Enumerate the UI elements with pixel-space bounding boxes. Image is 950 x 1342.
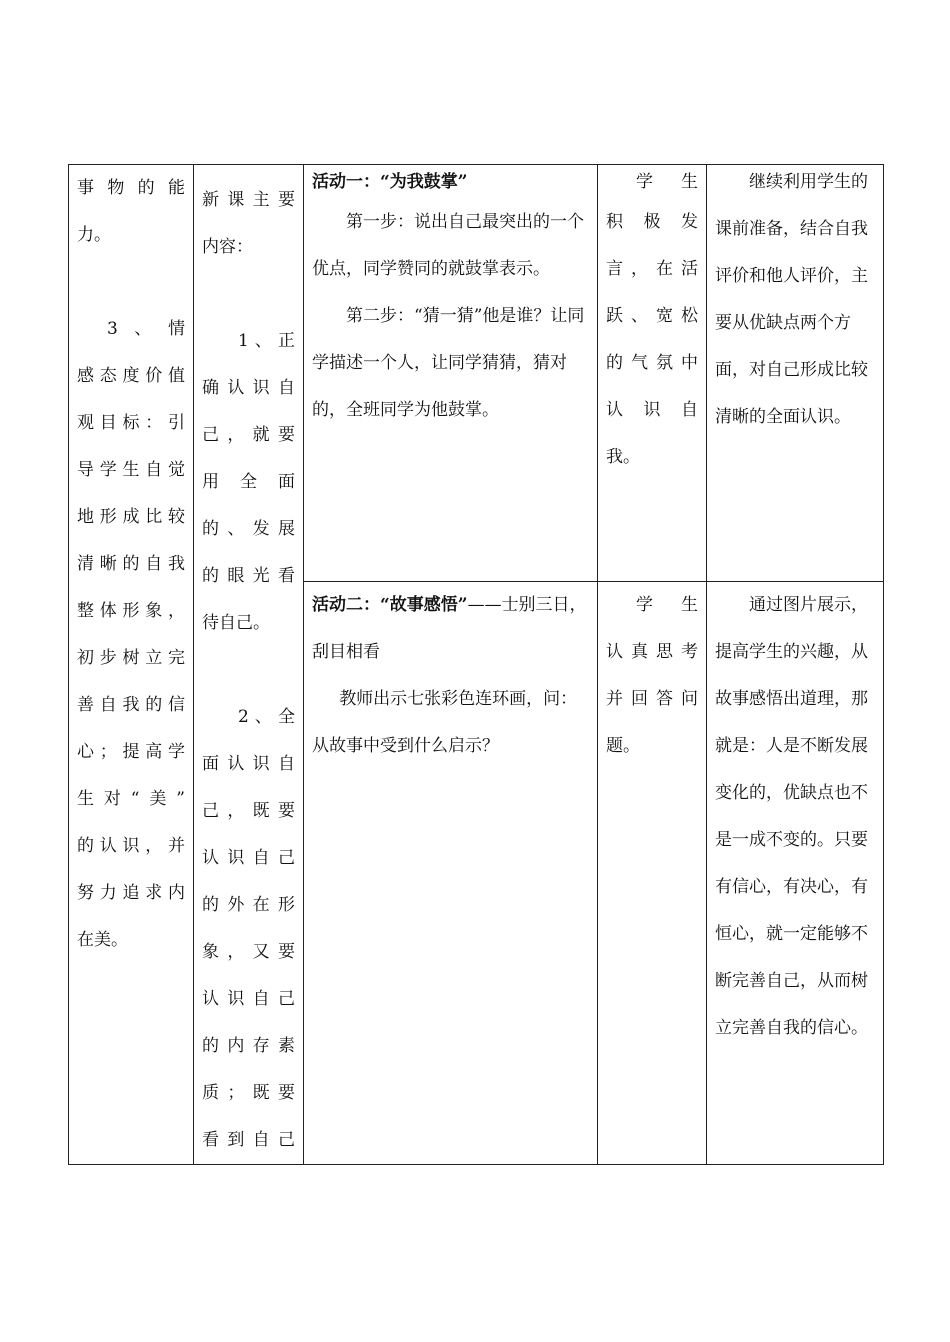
objective-line: 心；提高学	[77, 742, 185, 762]
objective-line: 清晰的自我	[77, 554, 185, 574]
content-line: 确认识自	[202, 378, 295, 398]
content-line: 质；既要	[202, 1083, 295, 1103]
content-line: 待自己。	[202, 613, 270, 633]
activity1-intent-cell	[707, 165, 884, 582]
objective-line: 事物的能	[77, 178, 185, 198]
objective-line: 整体形象，	[77, 601, 185, 621]
activity2-title	[312, 582, 589, 676]
student-line: 言，在活	[606, 259, 698, 279]
content-line: 新课主要	[202, 190, 295, 210]
objective-line: 在美。	[77, 930, 128, 950]
student-line: 学生	[636, 172, 698, 192]
content-line: 2、全	[238, 707, 295, 727]
objective-line: 导学生自觉	[77, 460, 185, 480]
student-line: 并回答问	[606, 688, 698, 709]
activity1-cell	[304, 165, 598, 582]
content-line: 内容：	[202, 237, 253, 257]
objective-line: 的认识，并	[77, 836, 185, 856]
objective-line: 力。	[77, 225, 111, 245]
content-line: 认识自己	[202, 989, 295, 1009]
objective-line: 3、情	[107, 319, 185, 339]
student-line: 认识自	[606, 400, 698, 420]
activity2-student-cell	[598, 581, 707, 1164]
main-content-cell	[194, 165, 304, 1165]
student-line: 认真思考	[606, 641, 698, 662]
objective-line: 生对“美”	[77, 789, 185, 809]
content-line: 己，既要	[202, 801, 295, 821]
objectives-cell	[69, 165, 194, 1165]
content-line: 认识自己	[202, 848, 295, 868]
content-line: 用全面	[202, 472, 295, 492]
objective-line: 观目标：引	[77, 413, 185, 433]
student-line: 我。	[606, 447, 640, 467]
objective-line: 努力追求内	[77, 883, 185, 903]
objective-line: 初步树立完	[77, 648, 185, 668]
content-line: 面认识自	[202, 754, 295, 774]
content-line: 的眼光看	[202, 566, 295, 586]
content-line: 看到自己	[202, 1130, 295, 1150]
student-line: 跃、宽松	[606, 306, 698, 326]
objective-line: 善自我的信	[77, 695, 185, 715]
objective-line: 地形成比较	[77, 507, 185, 527]
student-line: 学生	[636, 594, 698, 615]
lesson-plan-table	[68, 164, 884, 1165]
objective-line: 感态度价值	[77, 366, 185, 386]
activity1-intent: 继续利用学生的课前准备，结合自我评价和他人评价，主要从优缺点两个方面，对自己形成比较清晰的全面认识。	[715, 172, 868, 427]
student-line: 题。	[606, 735, 640, 756]
content-line: 1、正	[238, 331, 295, 351]
content-line: 的、发展	[202, 519, 295, 539]
activity2-cell	[304, 581, 598, 1164]
student-line: 积极发	[606, 212, 698, 232]
activity2-title-bold: 活动二：“故事感悟”	[312, 594, 468, 615]
table-row	[69, 165, 884, 582]
activity2-title-rest: ——士别三日，刮目相看	[312, 594, 587, 662]
activity1-title: 活动一：“为我鼓掌”	[312, 172, 468, 192]
student-line: 的气氛中	[606, 353, 698, 373]
activity2-intent-cell	[707, 581, 884, 1164]
content-line: 己，就要	[202, 425, 295, 445]
activity1-step2: 第二步：“猜一猜”他是谁？让同学描述一个人，让同学猜猜，猜对的，全班同学为他鼓掌。	[312, 306, 585, 420]
content-line: 的内存素	[202, 1036, 295, 1056]
activity2-intent: 通过图片展示，提高学生的兴趣，从故事感悟出道理，那就是：人是不断发展变化的，优缺点也不是一成不变的。只要有信心，有决心，有恒心，就一定能够不断完善自己，从而树立完善自我的信心。	[715, 594, 868, 1038]
activity2-body: 教师出示七张彩色连环画，问：从故事中受到什么启示？	[312, 688, 578, 756]
content-line: 的外在形	[202, 895, 295, 915]
activity1-student-cell	[598, 165, 707, 582]
content-line: 象，又要	[202, 942, 295, 962]
activity1-step1: 第一步：说出自己最突出的一个优点，同学赞同的就鼓掌表示。	[312, 212, 584, 279]
